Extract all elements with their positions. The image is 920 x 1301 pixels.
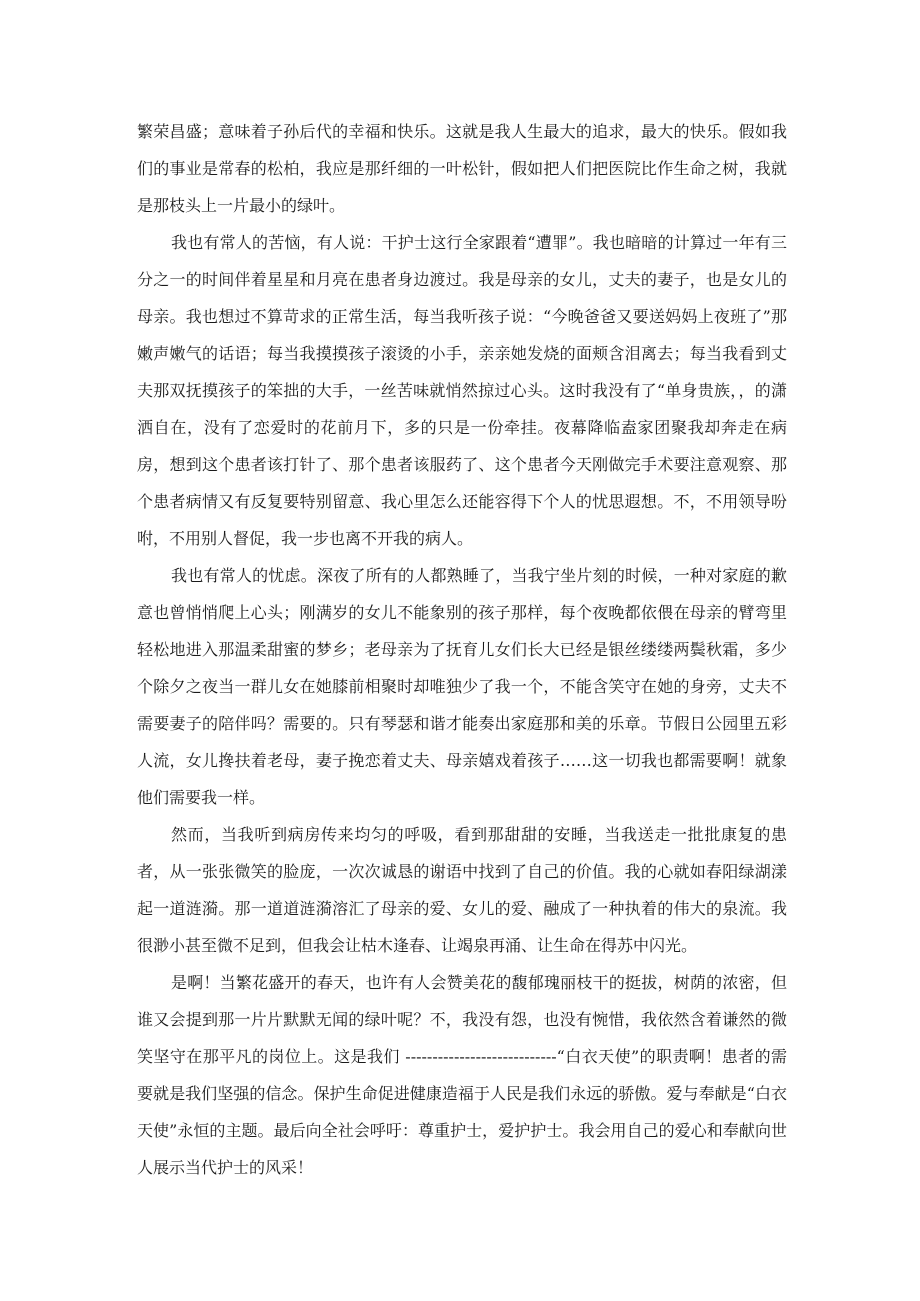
paragraph-3: 我也有常人的忧虑。深夜了所有的人都熟睡了，当我宁坐片刻的时候，一种对家庭的歉意也曾悄悄爬上心头；刚满岁的女儿不能象别的孩子那样，每个夜晚都依偎在母亲的臂弯里轻松地进入那温柔甜蜜的梦乡；老母亲为了抚育儿女们长大已经是银丝缕缕两鬓秋霜，多少个除夕之夜当一群儿女在她膝前相聚时却唯独少了我一个，不能含笑守在她的身旁，丈夫不需要妻子的陪伴吗？需要的。只有琴瑟和谐才能奏出家庭那和美的乐章。节假日公园里五彩人流，女儿搀扶着老母，妻子挽恋着丈夫、母亲嬉戏着孩子……这一切我也都需要啊！就象他们需要我一样。 <box>137 566 787 807</box>
document-body <box>137 113 787 1186</box>
paragraph-2: 我也有常人的苦恼，有人说：干护士这行全家跟着“遭罪”。我也暗暗的计算过一年有三分之一的时间伴着星星和月亮在患者身边渡过。我是母亲的女儿，丈夫的妻子，也是女儿的母亲。我也想过不算苛求的正常生活，每当我听孩子说：“今晚爸爸又要送妈妈上夜班了”那嫩声嫩气的话语；每当我摸摸孩子滚烫的小手，亲亲她发烧的面颊含泪离去；每当我看到丈夫那双抚摸孩子的笨拙的大手，一丝苦味就悄然掠过心头。这时我没有了“单身贵族，，的潇洒自在，没有了恋爱时的花前月下，多的只是一份牵挂。夜幕降临盍家团聚我却奔走在病房，想到这个患者该打针了、那个患者该服药了、这个患者今天刚做完手术要注意观察、那个患者病情又有反复要特别留意、我心里怎么还能容得下个人的忧思遐想。不，不用领导吩咐，不用别人督促，我一步也离不开我的病人。 <box>137 233 787 548</box>
paragraph-1: 繁荣昌盛；意味着子孙后代的幸福和快乐。这就是我人生最大的追求，最大的快乐。假如我们的事业是常春的松柏，我应是那纤细的一叶松针，假如把人们把医院比作生命之树，我就是那枝头上一片最小的绿叶。 <box>137 122 787 215</box>
paragraph-4: 然而，当我听到病房传来均匀的呼吸，看到那甜甜的安睡，当我送走一批批康复的患者，从一张张微笑的脸庞，一次次诚恳的谢语中找到了自己的价值。我的心就如春阳绿湖漾起一道涟漪。那一道道涟漪溶汇了母亲的爱、女儿的爱、融成了一种执着的伟大的泉流。我很渺小甚至微不足到，但我会让枯木逢春、让竭泉再涌、让生命在得苏中闪光。 <box>137 825 787 955</box>
paragraph-5: 是啊！当繁花盛开的春天，也许有人会赞美花的馥郁瑰丽枝干的挺拔，树荫的浓密，但谁又会提到那一片片默默无闻的绿叶呢？不，我没有怨，也没有惋惜，我依然含着谦然的微笑坚守在那平凡的岗位上。这是我们 ----------------------------“白衣天使”的职责啊！患者的需要就是我们坚强的信念。保护生命促进健康造福于人民是我们永远的骄傲。爱与奉献是“白衣天使”永恒的主题。最后向全社会呼吁：尊重护士，爱护护士。我会用自己的爱心和奉献向世人展示当代护士的风采！ <box>137 973 787 1177</box>
